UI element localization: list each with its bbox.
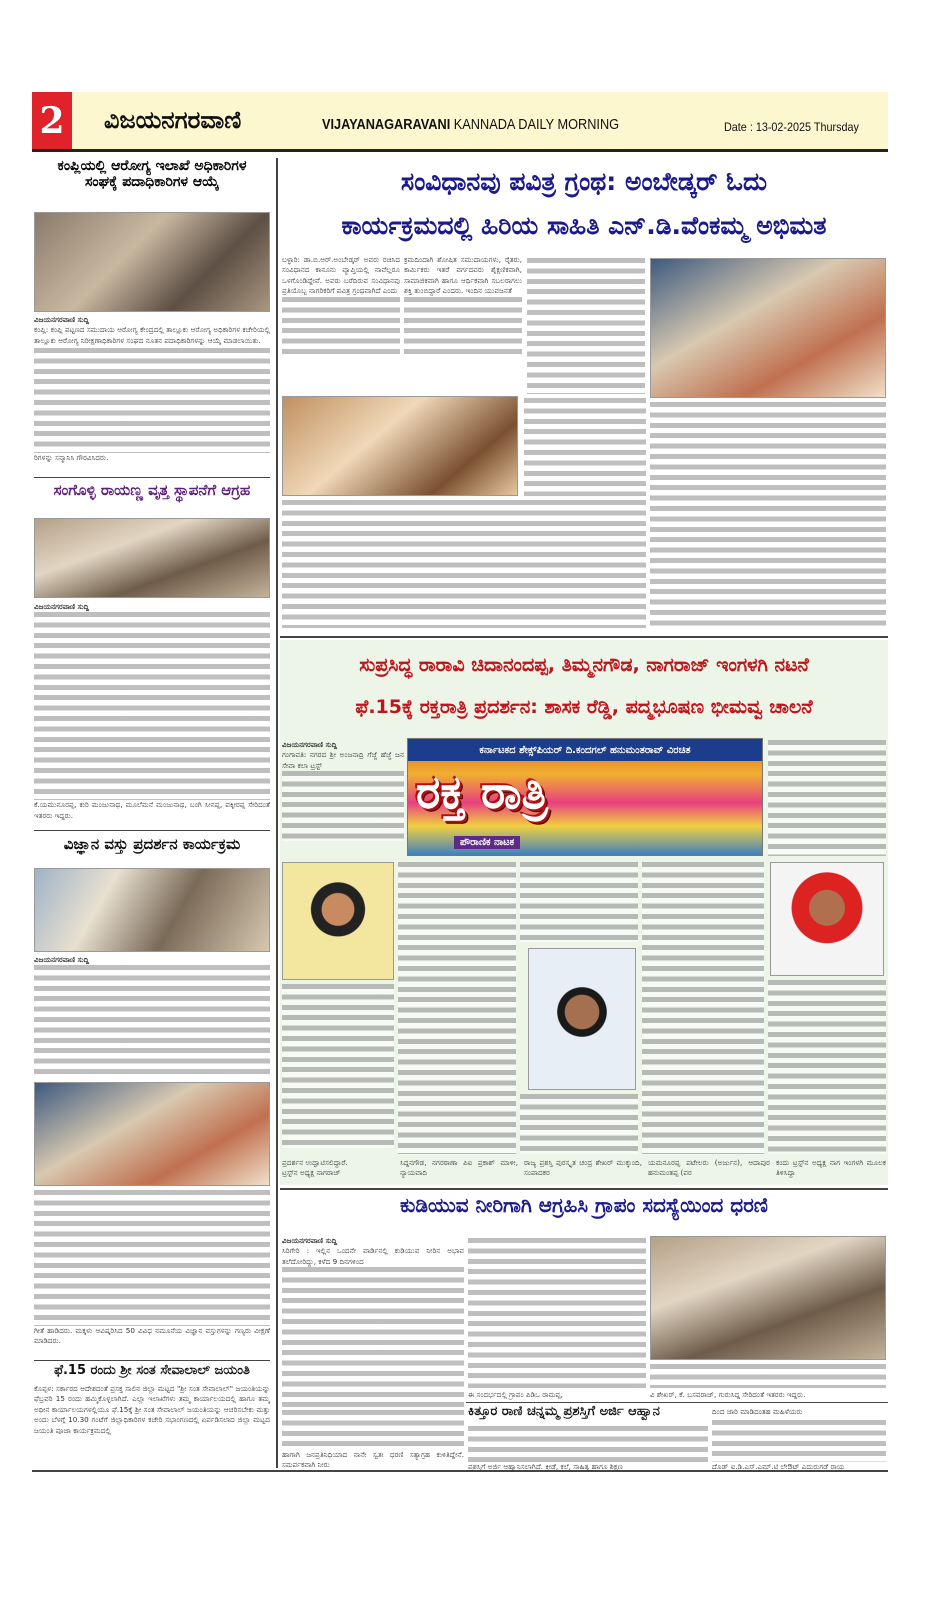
divider xyxy=(34,830,270,831)
constitution-photo-1 xyxy=(282,396,518,496)
constitution-col2 xyxy=(404,255,522,395)
kittur-headline[interactable]: ಕಿತ್ತೂರ ರಾಣಿ ಚನ್ನಮ್ಮ ಪ್ರಶಸ್ತಿಗೆ ಅರ್ಜಿ ಆಹ್ವಾನ xyxy=(468,1404,660,1419)
constitution-col1 xyxy=(282,255,400,395)
portrait-2 xyxy=(528,948,636,1090)
raktharatri-col3a xyxy=(520,862,638,942)
raktharatri-poster xyxy=(407,738,763,856)
raktharatri-col1b xyxy=(282,984,394,1148)
raktharatri-col1 xyxy=(282,740,404,858)
raktharatri-col-right xyxy=(768,740,886,856)
sangolli-body xyxy=(34,602,270,824)
kampli-headline[interactable] xyxy=(32,158,272,190)
water-lead: ಸಿರಿಗೇರಿ : ಇಲ್ಲಿನ ಒಂದನೇ ವಾರ್ಡಿನಲ್ಲಿ ಕುಡಿಯುವ ನೀರಿನ ಅಭಾವ ತಲೆದೋರಿದ್ದು, ಕಳೆದ 9 ದಿನಗಳಿಂದ xyxy=(282,1246,464,1266)
raktharatri-col4 xyxy=(642,862,764,1154)
raktharatri-col2 xyxy=(398,862,516,1154)
text-lines xyxy=(34,348,270,453)
science-body-2 xyxy=(34,1190,270,1354)
newspaper-logo: ವಿಜಯನಗರವಾಣಿ xyxy=(104,106,242,134)
kampli-end: ರಿಗಳನ್ನು ಸನ್ಮಾನಿಸಿ ಗೌರವಿಸಿದರು. xyxy=(34,453,109,463)
divider xyxy=(280,1188,888,1190)
raktharatri-headline-line1: ಸುಪ್ರಸಿದ್ಧ ರಾರಾವಿ ಚಿದಾನಂದಪ್ಪ, ತಿಮ್ಮನಗೌಡ, ನಾಗರಾಜ್ ಇಂಗಳಗಿ ನಟನೆ xyxy=(359,654,809,676)
science-headline[interactable]: ವಿಜ್ಞಾನ ವಸ್ತು ಪ್ರದರ್ಶನ ಕಾರ್ಯಕ್ರಮ xyxy=(63,835,241,853)
science-end: ಗೀತೆ ಹಾಡಿದರು. ಮಕ್ಕಳು ಆವಿಷ್ಕರಿಸಿದ 50 ವಿವಿಧ ನಮೂನೆಯ ವಿಜ್ಞಾನ ವಸ್ತುಗಳನ್ನು ಗಣ್ಯರು ವೀಕ್ಷಣೆ ಮಾಡಿದರು. xyxy=(34,1326,270,1346)
end-5: ಯಮನೂರಪ್ಪ ಪಟೇಲರು (ಅರ್ಜುನ), ಆದಾಪುರ ಹನುಮಂತಪ್ಪ (ಪರ xyxy=(648,1158,770,1178)
constitution-photo-2 xyxy=(650,258,886,398)
kampli-photo xyxy=(34,212,270,312)
issue-date: Date : 13-02-2025 Thursday xyxy=(724,120,859,134)
raktharatri-headline[interactable] xyxy=(282,644,886,728)
raktharatri-end-col1 xyxy=(282,1158,394,1182)
water-left-end: ಹಾಗಾಗಿ ಜನಪ್ರತಿನಿಧಿಯಾದ ನಾನೇ ಸ್ವತಃ ಧರಣಿ ಸತ್ಯಾಗ್ರಹ ಕುಳಿತಿದ್ದೇನೆ. ಸಮರ್ಪಕವಾಗಿ ನೀರು xyxy=(282,1450,464,1470)
water-col1 xyxy=(282,1236,464,1408)
science-byline: ವಿಜಯನಗರವಾಣಿ ಸುದ್ದಿ xyxy=(34,955,89,964)
water-photo xyxy=(650,1236,886,1360)
portrait-1 xyxy=(282,862,394,980)
raktharatri-col3b xyxy=(520,1094,638,1154)
poster-subtitle: ಪೌರಾಣಿಕ ನಾಟಕ xyxy=(454,836,520,849)
english-tagline: KANNADA DAILY MORNING xyxy=(453,116,620,133)
divider xyxy=(34,477,270,478)
kampli-byline: ವಿಜಯನಗರವಾಣಿ ಸುದ್ದಿ xyxy=(34,315,89,324)
end-6: ಕಂದು ಟ್ರಸ್ಟ್‌ನ ಅಧ್ಯಕ್ಷ ನಾಗ ಇಂಗಳಗಿ ಮೂಲಕ ತಿಳಿಸಿದ್ದಾ xyxy=(776,1158,886,1178)
end-4: ರಾಜ್ಯ ಪ್ರಶಸ್ತಿ ಪುರಸ್ಕೃತ ಚಂದ್ರ ಶೇಖರ್ ಮುಕ್ಕುಂದಿ, ಸಂಪಾದಕರ xyxy=(524,1158,642,1178)
divider xyxy=(466,1402,888,1403)
water-col1b xyxy=(282,1410,464,1450)
constitution-col-lower xyxy=(282,500,646,628)
sangolli-headline[interactable]: ಸಂಗೊಳ್ಳಿ ರಾಯಣ್ಣ ವೃತ್ತ ಸ್ಥಾಪನೆಗೆ ಆಗ್ರಹ xyxy=(53,481,251,499)
science-body-1 xyxy=(34,955,270,1080)
text-lines xyxy=(34,612,270,800)
water-end-1: ಈ ಸಂದರ್ಭದಲ್ಲಿ ಗ್ರಾಪಂ ಪಿಡಿಒ ರಾಮಪ್ಪ, xyxy=(468,1390,563,1399)
divider xyxy=(34,1360,270,1361)
raktharatri-lead: ಗಂಗಾವತಿ: ನಗರದ ಶ್ರೀ ಅಂಜನಾದ್ರಿ ಗೆಜ್ಜೆ ಹೆಜ್ಜೆ ಜನ ಸೇವಾ ಕಲಾ ಟ್ರಸ್ಟ್ xyxy=(282,750,404,770)
text-lines xyxy=(282,771,404,841)
column-divider xyxy=(276,158,278,1468)
water-end-2: ವಿ ಶೇಖರ್, ಕೆ. ಬಸವರಾಜ್, ಗುರುಸಿದ್ದ ಸೇರಿದಂತೆ ಇತರರು ಇದ್ದರು. xyxy=(650,1390,806,1399)
end-2: ಟ್ರಸ್ಟ್‌ನ ಅಧ್ಯಕ್ಷ ನಾಗರಾಜ್ xyxy=(282,1168,341,1178)
masthead xyxy=(32,92,888,152)
text-lines xyxy=(282,297,400,357)
kittur-side: ದಿಂದ ಜಾರಿ ಮಾಡಿದಂತಹ ಮಹಿಳೆಯರು xyxy=(712,1407,803,1416)
poster-top-banner: ಕರ್ನಾಟಕದ ಶೇಕ್ಸ್‌ಪಿಯರ್ ದಿ.ಕಂದಗಲ್ ಹನುಮಂತರಾವ್ ವಿರಚಿತ xyxy=(408,739,762,761)
kittur-right: ದೊಡ್ ಐ.ಡಿ.ಎಸ್.ಎಮ್.ಟಿ ಲೇಔಟ್ ಎದುರುಗಡೆ ರಾಯ xyxy=(712,1462,845,1471)
portrait-3 xyxy=(770,862,884,976)
constitution-headline-line2: ಕಾರ್ಯಕ್ರಮದಲ್ಲಿ ಹಿರಿಯ ಸಾಹಿತಿ ಎನ್.ಡಿ.ವೆಂಕಮ್ಮ ಅಭಿಮತ xyxy=(341,211,827,240)
english-name-bold: VIJAYANAGARAVANI xyxy=(322,116,451,133)
kampli-headline-line1: ಕಂಪ್ಲಿಯಲ್ಲಿ ಆರೋಗ್ಯ ಇಲಾಖೆ ಅಧಿಕಾರಿಗಳ xyxy=(57,158,247,174)
water-byline: ವಿಜಯನಗರವಾಣಿ ಸುದ್ದಿ xyxy=(282,1236,337,1245)
sevalal-headline[interactable]: ಫೆ.15 ರಂದು ಶ್ರೀ ಸಂತ ಸೇವಾಲಾಲ್ ಜಯಂತಿ xyxy=(54,1363,250,1378)
constitution-col4 xyxy=(650,402,886,628)
raktharatri-col5 xyxy=(768,980,886,1154)
kampli-body xyxy=(34,315,270,475)
text-lines xyxy=(34,965,270,1075)
constitution-headline-line1: ಸಂವಿಧಾನವು ಪವಿತ್ರ ಗ್ರಂಥ: ಅಂಬೇಡ್ಕರ್ ಓದು xyxy=(400,167,768,196)
water-headline[interactable]: ಕುಡಿಯುವ ನೀರಿಗಾಗಿ ಆಗ್ರಹಿಸಿ ಗ್ರಾಪಂ ಸದಸ್ಯೆಯಿಂದ ಧರಣಿ xyxy=(400,1193,768,1217)
raktharatri-endings xyxy=(282,1158,886,1182)
constitution-col2-text: ಕ್ರಮದಿಂದಾಗಿ ಶೋಷಿತ ಸಮುದಾಯಗಳು, ರೈತರು, ಕಾರ್ಮಿಕರು ಇತರೆ ವರ್ಗದವರು ಶೈಕ್ಷಣಿಕವಾಗಿ, ಸಾಮಾಜಿಕವಾಗಿ ಹಾಗೂ ಆರ್ಥಿಕವಾಗಿ ಸಬಲರಾಗಲು ಶಕ್ತಿ ತುಂಬಿದ್ದಾರೆ ಎಂದರು. ಇಂದಿನ ಯುವಜನತೆ xyxy=(404,255,522,296)
sangolli-end: ಕೆ.ಯಮುನೂರಪ್ಪ, ಕುರಿ ಮಂಜುನಾಥ, ಮೂಲೆಮನೆ ಮಂಜುನಾಥ, ಬಂಗಿ ಸೀನಪ್ಪ, ಪಕ್ಕೀರಪ್ಪ ಸೇರಿದಂತೆ ಇತರರು ಇದ್ದರು. xyxy=(34,800,270,820)
science-photo-2 xyxy=(34,1082,270,1186)
poster-title: ರಕ್ತ ರಾತ್ರಿ xyxy=(416,765,548,819)
kampli-lead: ಕಂಪ್ಲಿ: ಕಂಪ್ಲಿ ಪಟ್ಟಣದ ಸಮುದಾಯ ಆರೋಗ್ಯ ಕೇಂದ್ರದಲ್ಲಿ ತಾಲ್ಲೂಕು ಆರೋಗ್ಯ ಅಧಿಕಾರಿಗಳ ಕಚೇರಿಯಲ್ಲಿ ತಾಲ್ಲೂಕು ಆರೋಗ್ಯ ನಿರೀಕ್ಷಣಾಧಿಕಾರಿಗಳ ಸಂಘದ ನೂತನ ಪದಾಧಿಕಾರಿಗಳನ್ನು ಆಯ್ಕೆ ಮಾಡಲಾಯಿತು. xyxy=(34,325,270,345)
constitution-col1-text: ಬಳ್ಳಾರಿ: ಡಾ.ಬಿ.ಆರ್.ಅಂಬೇಡ್ಕರ್ ಅವರು ರಚಿಸಿದ ಸಂವಿಧಾನದ ಕಾನೂನು ವ್ಯಾಪ್ತಿಯಲ್ಲಿ ನಾವೆಲ್ಲರೂ ಒಳಗೊಂಡಿದ್ದೇವೆ. ಅವರು ಬರೆದಿರುವ ಸಂವಿಧಾನವು ಪ್ರತಿಯೊಬ್ಬ ನಾಗರಿಕರಿಗೆ ಪವಿತ್ರ ಗ್ರಂಥವಾಗಿದೆ ಎಂದು xyxy=(282,255,400,296)
constitution-col3 xyxy=(527,258,645,394)
constitution-col-mid xyxy=(524,398,646,496)
kittur-body: ಪ್ರಶಸ್ತಿಗೆ ಅರ್ಜಿ ಆಹ್ವಾನಿಸಲಾಗಿದೆ. ಕ್ರೀಡೆ, ಕಲೆ, ಸಾಹಿತ್ಯ ಹಾಗೂ ಶಿಕ್ಷಣ xyxy=(468,1462,623,1471)
text-lines xyxy=(34,1190,270,1326)
constitution-headline[interactable] xyxy=(282,160,886,248)
water-col2 xyxy=(468,1238,646,1388)
kittur-body-lines xyxy=(468,1426,708,1462)
sevalal-body xyxy=(34,1384,270,1468)
science-photo-1 xyxy=(34,868,270,952)
kittur-right-lines xyxy=(712,1420,886,1462)
kampli-headline-line2: ಸಂಘಕ್ಕೆ ಪದಾಧಿಕಾರಿಗಳ ಆಯ್ಕೆ xyxy=(84,174,220,191)
raktharatri-headline-line2: ಫೆ.15ಕ್ಕೆ ರಕ್ತರಾತ್ರಿ ಪ್ರದರ್ಶನ: ಶಾಸಕ ರೆಡ್ಡಿ, ಪದ್ಮಭೂಷಣ ಭೀಮವ್ವ ಚಾಲನೆ xyxy=(355,696,813,718)
sangolli-photo xyxy=(34,518,270,598)
sangolli-byline: ವಿಜಯನಗರವಾಣಿ ಸುದ್ದಿ xyxy=(34,602,89,611)
raktharatri-byline: ವಿಜಯನಗರವಾಣಿ ಸುದ್ದಿ xyxy=(282,740,337,749)
page-number: 2 xyxy=(32,92,72,149)
text-lines xyxy=(282,1267,464,1407)
text-lines xyxy=(404,297,522,357)
end-1: ಪ್ರದರ್ಶನ ಉದ್ಘಾಟಿಸಲಿದ್ದಾರೆ. xyxy=(282,1158,348,1167)
water-caption xyxy=(650,1364,886,1388)
english-name xyxy=(322,116,619,133)
sevalal-lead: ಕೊಪ್ಪಳ: ಸರ್ಕಾರದ ಆದೇಶದಂತೆ ಪ್ರಸಕ್ತ ಸಾಲಿನ ಜಿಲ್ಲಾ ಮಟ್ಟದ "ಶ್ರೀ ಸಂತ ಸೇವಾಲಾಲ್" ಜಯಂತಿಯನ್ನು ಫೆಬ್ರವರಿ 15 ರಂದು ಹಮ್ಮಿಕೊಳ್ಳಲಾಗಿದೆ. ಎಲ್ಲಾ ಇಲಾಖೆಗಳು ತಮ್ಮ ಕಾರ್ಯಾಲಯದಲ್ಲಿ ಹಾಗೂ ತಮ್ಮ ಅಧೀನ ಕಾರ್ಯಾಲಯಗಳಲ್ಲಿಯೂ ಫೆ.15ಕ್ಕೆ ಶ್ರೀ ಸಂತ ಸೇವಾಲಾಲ್ ಜಯಂತಿಯನ್ನು ಆಚರಿಸಬೇಕು ಮತ್ತು ಅಂದು ಬೆಳಗ್ಗೆ 10.30 ಗಂಟೆಗೆ ಜಿಲ್ಲಾಧಿಕಾರಿಗಳ ಕಚೇರಿ ಸಭಾಂಗಣದಲ್ಲಿ ಏರ್ಪಡಿಸಲಾದ ಜಿಲ್ಲಾ ಮಟ್ಟದ ಜಯಂತಿ ಪೂಜಾ ಕಾರ್ಯಕ್ರಮದಲ್ಲಿ xyxy=(34,1384,270,1435)
end-3: ಸಿದ್ದನಗೌಡ, ನಗರಠಾಣಾ ಪಿಐ ಪ್ರಕಾಶ್ ಮಾಳೀ, ನ್ಯಾಯವಾದಿ xyxy=(400,1158,518,1178)
divider xyxy=(280,636,888,638)
